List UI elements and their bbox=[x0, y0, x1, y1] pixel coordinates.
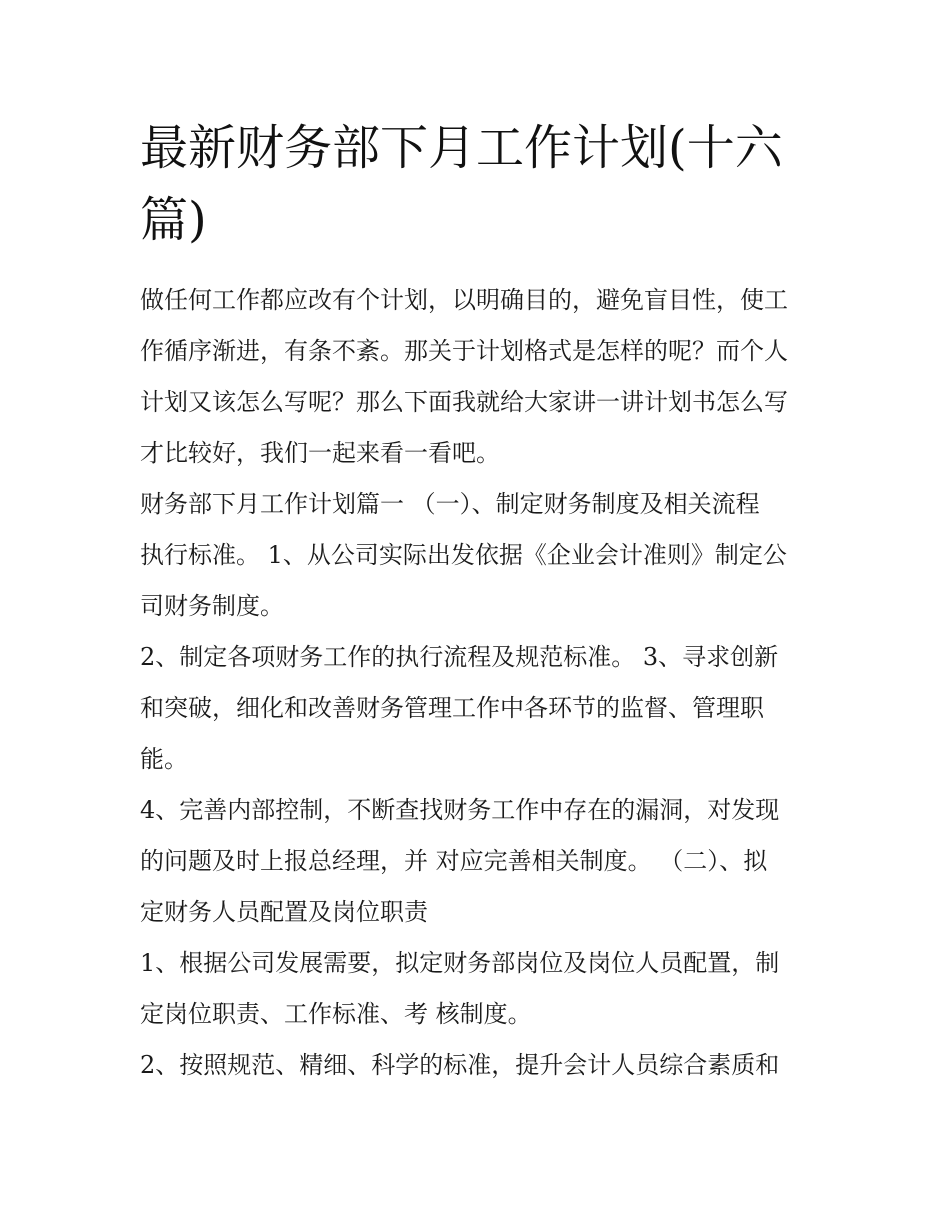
text-line: 和突破，细化和改善财务管理工作中各环节的监督、管理职 bbox=[140, 694, 764, 722]
text-line: 定岗位职责、工作标准、考 核制度。 bbox=[140, 1000, 532, 1028]
text-line: 定财务人员配置及岗位职责 bbox=[140, 898, 428, 926]
text-line: 计划又该怎么写呢？那么下面我就给大家讲一讲计划书怎么写 bbox=[140, 388, 788, 416]
text-line: 作循序渐进，有条不紊。那关于计划格式是怎样的呢？而个人 bbox=[140, 337, 788, 365]
paragraph-item-2-3 bbox=[140, 632, 830, 785]
text-line: 2、按照规范、精细、科学的标准，提升会计人员综合素质和 bbox=[140, 1051, 780, 1079]
paragraph-staffing-1 bbox=[140, 938, 830, 1040]
text-line: 司财务制度。 bbox=[140, 592, 284, 620]
text-line: 4、完善内部控制，不断查找财务工作中存在的漏洞，对发现 bbox=[140, 796, 780, 824]
page-title bbox=[140, 112, 830, 256]
paragraph-item-4 bbox=[140, 785, 830, 938]
text-line: 2、制定各项财务工作的执行流程及规范标准。 3、寻求创新 bbox=[140, 643, 779, 671]
title-line: 篇) bbox=[140, 192, 207, 248]
paragraph-staffing-2 bbox=[140, 1040, 830, 1091]
text-line: 能。 bbox=[140, 745, 188, 773]
text-line: 做任何工作都应改有个计划，以明确目的，避免盲目性，使工 bbox=[140, 286, 788, 314]
text-line: 才比较好，我们一起来看一看吧。 bbox=[140, 439, 500, 467]
text-line: 执行标准。 1、从公司实际出发依据《企业会计准则》制定公 bbox=[140, 541, 787, 569]
document-body bbox=[140, 275, 830, 1091]
paragraph-intro bbox=[140, 275, 830, 479]
title-line: 最新财务部下月工作计划(十六 bbox=[140, 120, 783, 176]
text-line: 1、根据公司发展需要，拟定财务部岗位及岗位人员配置，制 bbox=[140, 949, 780, 977]
paragraph-section-one bbox=[140, 479, 830, 632]
text-line: 的问题及时上报总经理，并 对应完善相关制度。 （二）、拟 bbox=[140, 847, 768, 875]
text-line: 财务部下月工作计划篇一 （一）、制定财务制度及相关流程 bbox=[140, 490, 760, 518]
